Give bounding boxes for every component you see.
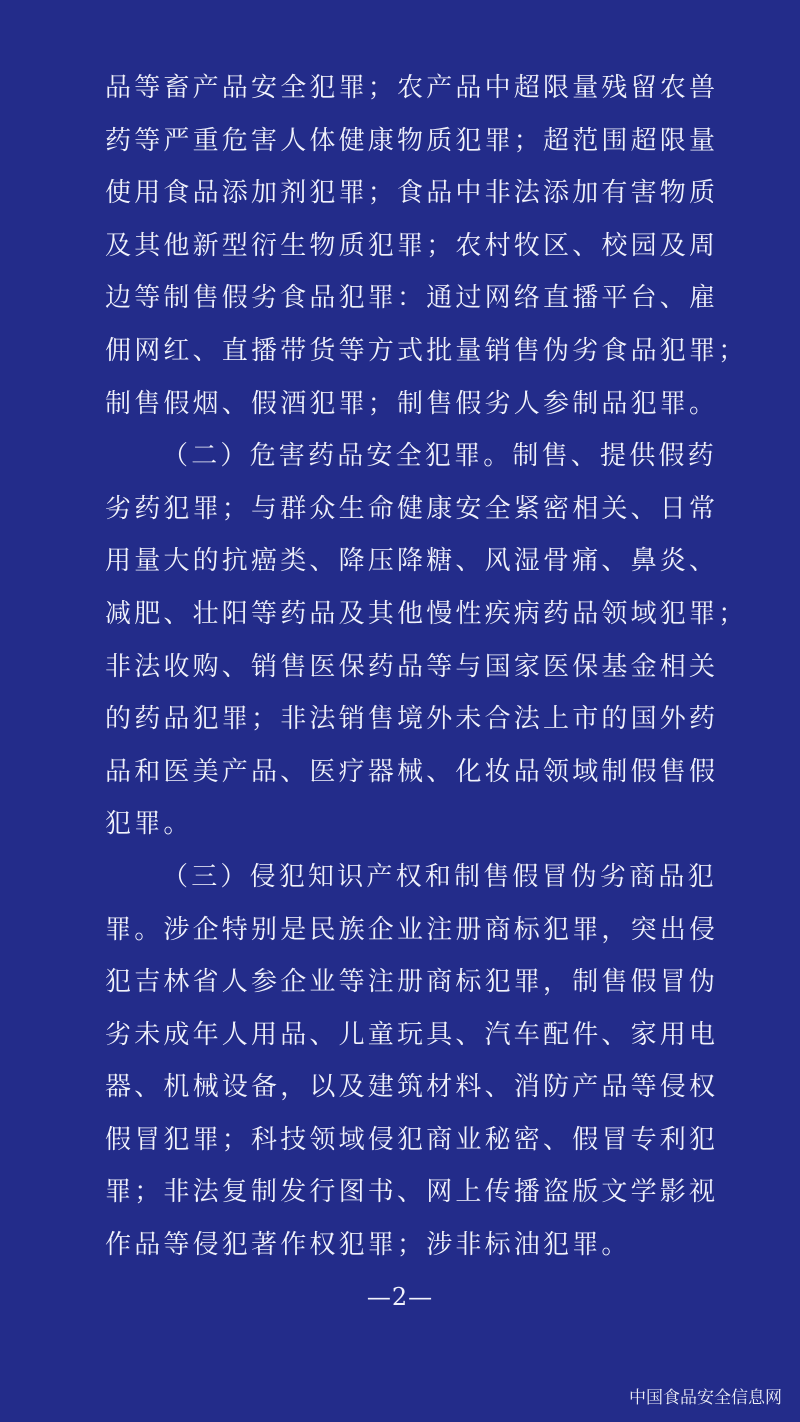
text-line: 及其他新型衍生物质犯罪；农村牧区、校园及周: [105, 230, 719, 261]
page-number: —2—: [366, 1283, 434, 1311]
text-line: 作品等侵犯著作权犯罪；涉非标油犯罪。: [105, 1230, 631, 1261]
text-line: 佣网红、直播带货等方式批量销售伪劣食品犯罪；: [105, 335, 748, 366]
text-line: 假冒犯罪；科技领域侵犯商业秘密、假冒专利犯: [105, 1124, 719, 1155]
text-line: 劣药犯罪；与群众生命健康安全紧密相关、日常: [105, 493, 719, 524]
section-heading-2: （二）危害药品安全犯罪。制售、提供假药: [162, 441, 717, 472]
text-line: 的药品犯罪；非法销售境外未合法上市的国外药: [105, 704, 719, 735]
text-line: 用量大的抗癌类、降压降糖、风湿骨痛、鼻炎、: [105, 546, 719, 577]
text-line: 劣未成年人用品、儿童玩具、汽车配件、家用电: [105, 1019, 719, 1050]
text-line: 犯吉林省人参企业等注册商标犯罪，制售假冒伪: [105, 967, 719, 998]
text-line: 罪。涉企特别是民族企业注册商标犯罪，突出侵: [105, 914, 719, 945]
text-line: 器、机械设备，以及建筑材料、消防产品等侵权: [105, 1072, 719, 1103]
section-heading-3: （三）侵犯知识产权和制售假冒伪劣商品犯: [162, 861, 717, 892]
text-line: 减肥、壮阳等药品及其他慢性疾病药品领域犯罪；: [105, 598, 748, 629]
text-line: 使用食品添加剂犯罪；食品中非法添加有害物质: [105, 178, 719, 209]
text-line: 边等制售假劣食品犯罪：通过网络直播平台、雇: [105, 283, 719, 314]
text-line: 制售假烟、假酒犯罪；制售假劣人参制品犯罪。: [105, 388, 719, 419]
text-line: 品等畜产品安全犯罪；农产品中超限量残留农兽: [105, 73, 719, 103]
text-line: 犯罪。: [105, 809, 193, 840]
text-line: 品和医美产品、医疗器械、化妆品领域制假售假: [105, 756, 719, 787]
text-line: 药等严重危害人体健康物质犯罪；超范围超限量: [105, 125, 719, 156]
text-line: 非法收购、销售医保药品等与国家医保基金相关: [105, 651, 719, 682]
document-body: [105, 62, 748, 1272]
source-watermark: 中国食品安全信息网: [629, 1388, 782, 1408]
text-line: 罪；非法复制发行图书、网上传播盗版文学影视: [105, 1177, 719, 1208]
